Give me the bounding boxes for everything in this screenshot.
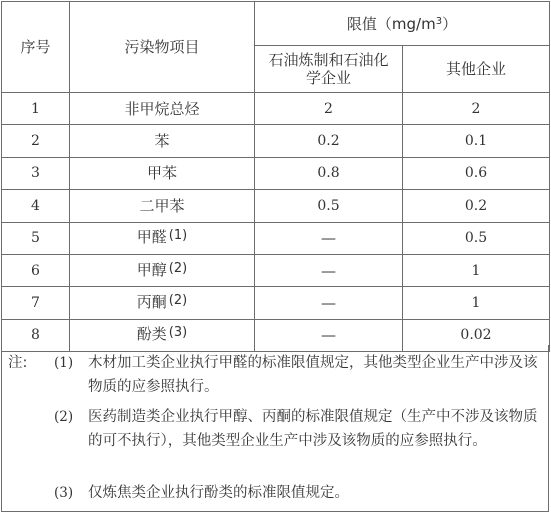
row-petro: 0.2 — [255, 125, 403, 157]
note-text: 医药制造类企业执行甲醇、丙酮的标准限值规定（生产中不涉及该物质的可不执行），其他类型企业生产中涉及该物质的应参照执行。 — [88, 409, 538, 449]
row-name-text: 甲苯 — [146, 164, 177, 183]
row-petro: — — [255, 254, 403, 286]
row-name — [70, 93, 255, 125]
row-other: 0.5 — [403, 222, 550, 254]
header-col-petro — [255, 46, 403, 93]
row-petro: 0.5 — [255, 190, 403, 222]
header-limit-suffix: ） — [442, 14, 458, 33]
row-petro: 2 — [255, 93, 403, 125]
note-text: 仅炼焦类企业执行酚类的标准限值规定。 — [88, 485, 349, 501]
header-limit — [255, 2, 550, 46]
table-row — [2, 254, 550, 286]
row-name — [70, 190, 255, 222]
row-note-ref: (2) — [168, 260, 188, 276]
pollutant-limit-table — [1, 1, 550, 352]
note-mark: (3) — [54, 485, 74, 501]
header-limit-prefix: 限值（mg/m — [346, 14, 436, 33]
row-no: 7 — [2, 287, 70, 319]
header-item: 污染物项目 — [70, 2, 255, 93]
row-no: 8 — [2, 319, 70, 351]
header-col-other: 其他企业 — [403, 46, 550, 93]
row-other: 0.1 — [403, 125, 550, 157]
row-name — [70, 254, 255, 286]
row-no: 4 — [2, 190, 70, 222]
row-name — [70, 287, 255, 319]
row-no: 1 — [2, 93, 70, 125]
row-name-text: 甲醇 — [136, 260, 167, 279]
table-row — [2, 287, 550, 319]
row-name-text: 丙酮 — [136, 293, 167, 312]
note-mark: (2) — [54, 409, 74, 425]
header-col-petro-text: 石油炼制和石油化学企业 — [268, 51, 389, 87]
table-row — [2, 222, 550, 254]
row-no: 6 — [2, 254, 70, 286]
row-petro: — — [255, 319, 403, 351]
row-name — [70, 157, 255, 189]
row-name — [70, 222, 255, 254]
row-name-text: 甲醛 — [136, 228, 167, 247]
note-item — [54, 481, 544, 505]
row-note-ref: (1) — [168, 228, 188, 244]
header-limit-sup: 3 — [435, 15, 443, 27]
row-petro: — — [255, 222, 403, 254]
row-name-text: 非甲烷总烃 — [124, 99, 200, 118]
row-name-text: 苯 — [154, 132, 170, 151]
row-note-ref: (2) — [168, 293, 188, 309]
table-row — [2, 125, 550, 157]
row-other: 0.6 — [403, 157, 550, 189]
table-row — [2, 93, 550, 125]
notes-section — [1, 345, 549, 512]
row-petro: 0.8 — [255, 157, 403, 189]
row-name-text: 酚类 — [136, 325, 167, 344]
row-no: 2 — [2, 125, 70, 157]
row-name — [70, 125, 255, 157]
row-petro: — — [255, 287, 403, 319]
row-other: 1 — [403, 254, 550, 286]
row-name-text: 二甲苯 — [139, 196, 185, 215]
row-no: 5 — [2, 222, 70, 254]
note-mark: (1) — [54, 355, 74, 371]
row-no: 3 — [2, 157, 70, 189]
note-item — [54, 351, 544, 399]
table-row — [2, 190, 550, 222]
note-item — [54, 405, 544, 453]
row-other: 1 — [403, 287, 550, 319]
note-text: 木材加工类企业执行甲醛的标准限值规定，其他类型企业生产中涉及该物质的应参照执行。 — [88, 355, 538, 395]
row-note-ref: (3) — [168, 325, 188, 341]
row-other: 0.2 — [403, 190, 550, 222]
notes-label: 注: — [8, 355, 28, 371]
row-other: 2 — [403, 93, 550, 125]
row-other: 0.02 — [403, 319, 550, 351]
table-row — [2, 157, 550, 189]
header-seq: 序号 — [2, 2, 70, 93]
